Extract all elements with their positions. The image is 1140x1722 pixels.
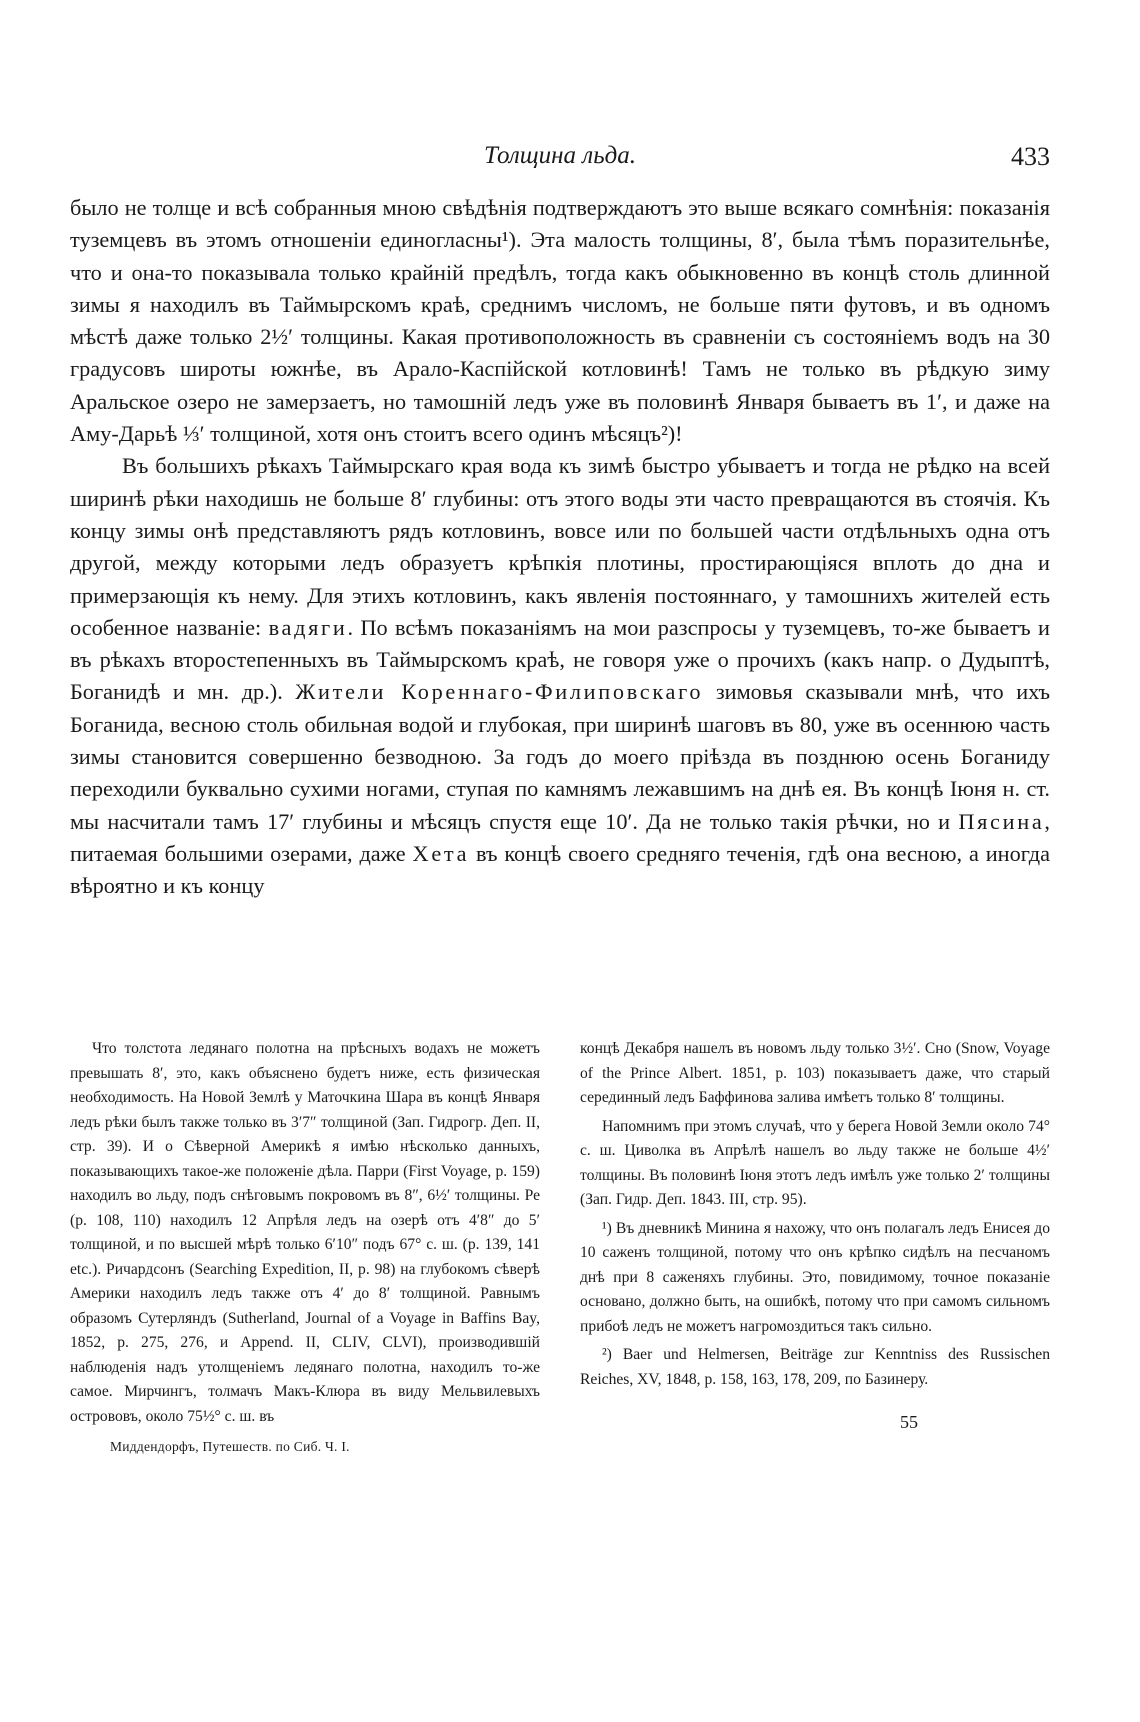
spaced-name-pyasina: Пясина	[958, 808, 1045, 834]
paragraph-2-text-b: . По всѣмъ показаніямъ на мои разспросы у туземцевъ, то-же бываетъ и въ рѣкахъ второстепенныхъ въ Таймырскомъ краѣ, не говоря уже о прочихъ (какъ напр. о Дудыптѣ, Боганидѣ и мн. др.).	[70, 614, 1050, 705]
running-header	[70, 142, 1050, 178]
paragraph-2	[70, 450, 1050, 902]
footnote-2: ¹) Въ дневникѣ Минина я нахожу, что онъ полагалъ ледъ Енисея до 10 саженъ толщиной, потому что онъ крѣпко сидѣлъ на песчаномъ днѣ при 8 саженяхъ глубины. Это, повидимому, точное показаніе основано, должно быть, на ошибкѣ, потому что при самомъ сильномъ прибоѣ ледъ не можетъ нагромоздиться такъ сильно.	[580, 1219, 1050, 1335]
spaced-name-kheta: Хета	[412, 840, 470, 866]
main-text	[70, 192, 1050, 903]
sheet-number: 55	[900, 1412, 918, 1432]
running-title: Толщина льда.	[484, 142, 636, 169]
paragraph-2-text-d: , питаемая большими озерами, даже	[70, 808, 1050, 866]
footnote-1-addendum: Напомнимъ при этомъ случаѣ, что у берега Новой Земли около 74° с. ш. Циволка въ Апрѣлѣ нашелъ во льду также не больше 4½′ толщины. Въ половинѣ Іюня этотъ ледъ имѣлъ уже только 2′ толщины (Зап. Гидр. Деп. 1843. III, стр. 95).	[580, 1117, 1050, 1208]
page-number: 433	[1011, 142, 1050, 171]
footnote-column-left	[70, 1037, 540, 1460]
footnote-1-continued: концѣ Декабря нашелъ въ новомъ льду только 3½′. Сно (Snow, Voyage of the Prince Albert. 1851, p. 103) показываетъ даже, что старый серединный ледъ Баффинова залива имѣетъ только 8′ толщины.	[580, 1040, 1050, 1106]
spaced-name-inhabitants: Жители Кореннаго-Филиповскаго	[295, 679, 704, 705]
local-term-vadyagi: вадяги	[268, 614, 348, 640]
paragraph-1: было не толще и всѣ собранныя мною свѣдѣнія подтверждаютъ это выше всякаго сомнѣнія: показанія туземцевъ въ этомъ отношеніи единогласны¹). Эта малость толщины, 8′, была тѣмъ поразительнѣе, что и она-то показывала только крайній предѣлъ, тогда какъ обыкновенно въ концѣ столь длинной зимы я находилъ въ Таймырскомъ краѣ, среднимъ числомъ, не больше пяти футовъ, и въ одномъ мѣстѣ даже только 2½′ толщины. Какая противоположность въ сравненіи съ состояніемъ водъ на 30 градусовъ широты южнѣе, въ Арало-Каспійской котловинѣ! Тамъ не только въ рѣдкую зиму Аральское озеро не замерзаетъ, но тамошній ледъ уже въ половинѣ Января бываетъ въ 1′, и даже на Аму-Дарьѣ ⅓′ толщиной, хотя онъ стоитъ всего одинъ мѣсяцъ²)!	[70, 195, 1050, 447]
footnote-1: Что толстота ледянаго полотна на прѣсныхъ водахъ не можетъ превышать 8′, это, какъ объяснено будетъ ниже, есть физическая необходимость. На Новой Землѣ у Маточкина Шара въ концѣ Января ледъ рѣки былъ также только въ 3′7″ толщиной (Зап. Гидрогр. Деп. II, стр. 39). И о Сѣверной Америкѣ я имѣю нѣсколько данныхъ, показывающихъ такое-же положеніе дѣла. Парри (First Voyage, p. 159) находилъ во льду, подъ снѣговымъ покровомъ въ 8″, 6½′ толщины. Ре (p. 108, 110) находилъ 12 Апрѣля ледъ на озерѣ отъ 4′8″ до 5′ толщиной, и по высшей мѣрѣ только 6′10″ подъ 67° с. ш. (p. 139, 141 etc.). Ричардсонъ (Searching Expedition, II, p. 98) на глубокомъ сѣверѣ Америки находилъ ледъ также отъ 4′ до 8′ толщиной. Равнымъ образомъ Сутерляндъ (Sutherland, Journal of a Voyage in Baffins Bay, 1852, p. 275, 276, и Append. II, CLIV, CLVI), производившій наблюденія надъ утолщеніемъ ледянаго полотна, находилъ то-же самое. Мирчингъ, толмачъ Макъ-Клюра въ виду Мельвилевыхъ острововъ, около 75½° с. ш. въ	[70, 1040, 540, 1425]
footnote-3: ²) Baer und Helmersen, Beiträge zur Kenntniss des Russischen Reiches, XV, 1848, p. 158, 163, 178, 209, по Базинеру.	[580, 1346, 1050, 1388]
paragraph-2-text-c: зимовья сказывали мнѣ, что ихъ Боганида, весною столь обильная водой и глубокая, при ширинѣ шаговъ въ 80, уже въ осеннюю часть зимы становится совершенно безводною. За годъ до моего пріѣзда въ позднюю осень Боганиду переходили буквально сухими ногами, ступая по камнямъ лежавшимъ на днѣ ея. Въ концѣ Іюня н. ст. мы насчитали тамъ 17′ глубины и мѣсяцъ спустя еще 10′. Да не только такія рѣчки, но и	[70, 679, 1050, 834]
footnote-column-right	[580, 1037, 1050, 1460]
paragraph-2-text-a: Въ большихъ рѣкахъ Таймырскаго края вода къ зимѣ быстро убываетъ и тогда не рѣдко на всей ширинѣ рѣки находишь не больше 8′ глубины: отъ этого воды эти часто превращаются въ стоячія. Къ концу зимы онѣ представляютъ рядъ котловинъ, вовсе или по большей части отдѣльныхъ одна отъ другой, между которыми ледъ образуетъ крѣпкія плотины, простирающіяся вплоть до дна и примерзающія къ нему. Для этихъ котловинъ, какъ явленія постояннаго, у тамошнихъ жителей есть особенное названіе:	[70, 453, 1050, 640]
printer-signature: Миддендорфъ, Путешеств. по Сиб. Ч. I.	[110, 1439, 350, 1454]
paragraph-2-text-e: въ концѣ своего средняго теченія, гдѣ она весною, а иногда вѣроятно и къ концу	[70, 840, 1050, 899]
footnotes	[70, 1037, 1050, 1460]
